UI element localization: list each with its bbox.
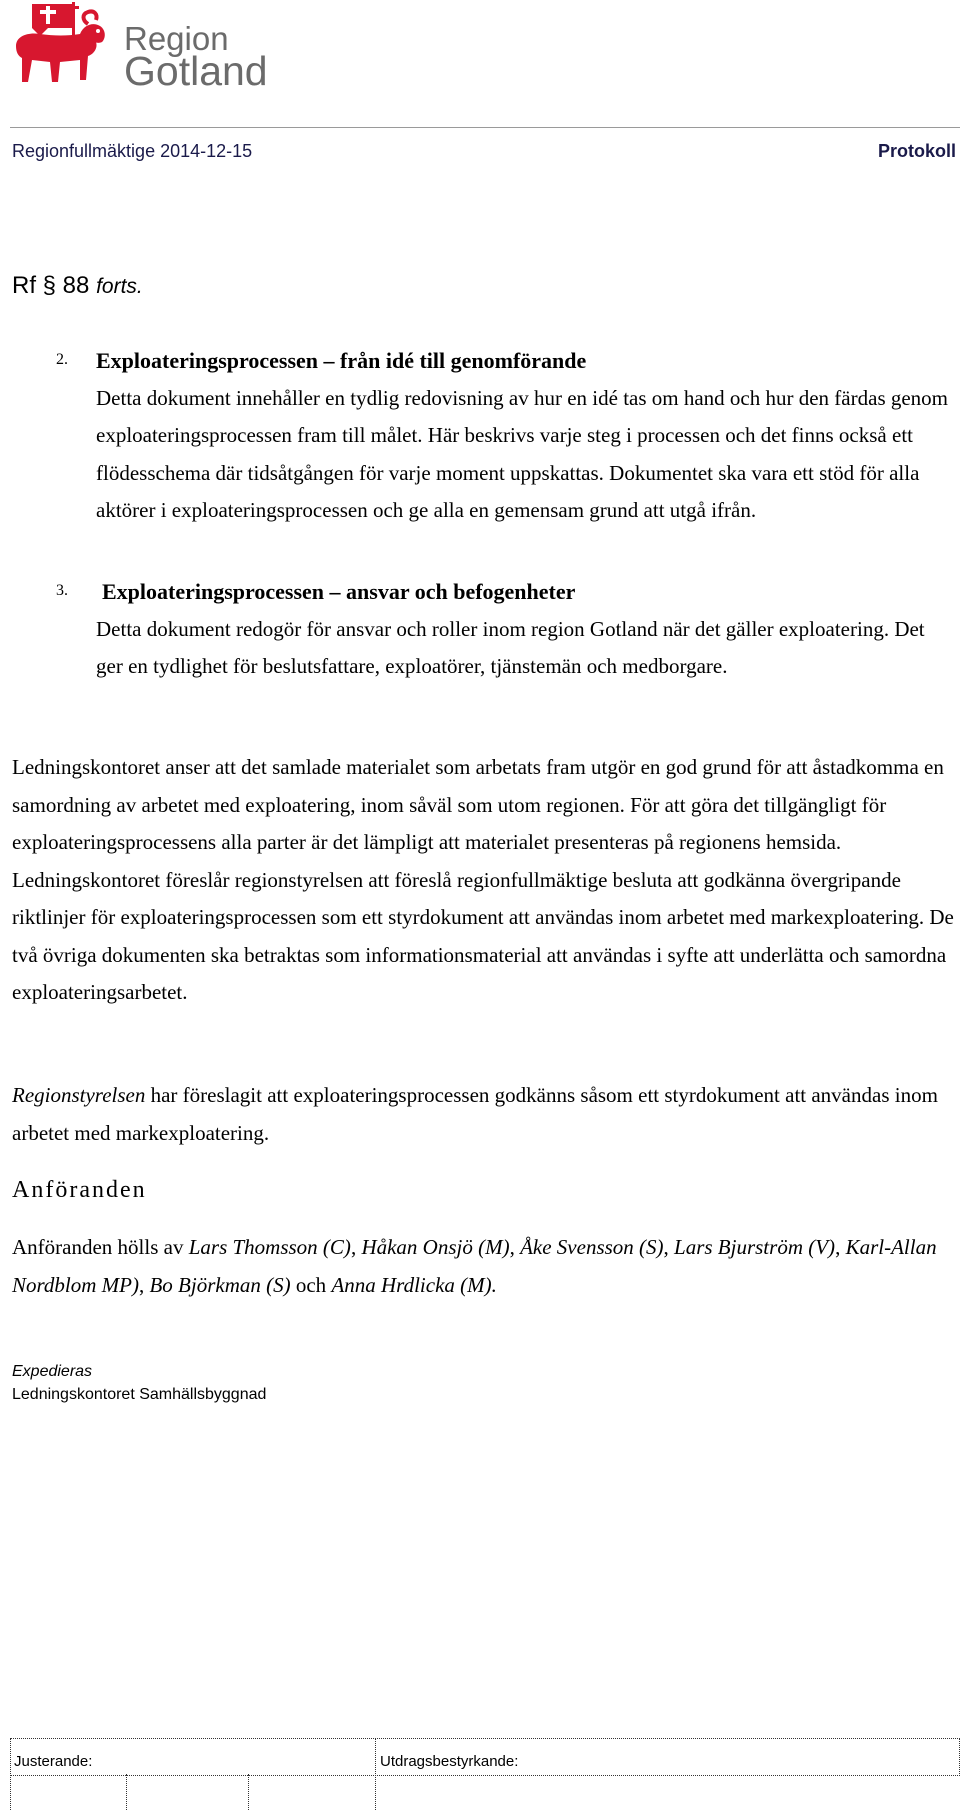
list-item-title: Exploateringsprocessen – från idé till genomförande bbox=[96, 348, 587, 373]
region-gotland-logo bbox=[10, 0, 268, 98]
proposal-paragraph bbox=[12, 1077, 958, 1152]
table-divider bbox=[126, 1774, 127, 1810]
table-divider bbox=[10, 1738, 11, 1810]
table-divider bbox=[248, 1774, 249, 1810]
speeches-intro: Anföranden hölls av bbox=[12, 1235, 189, 1259]
paragraph-reference bbox=[12, 272, 143, 300]
separator: , bbox=[835, 1235, 846, 1259]
speaker: Anna Hrdlicka (M). bbox=[331, 1272, 497, 1297]
separator: och bbox=[290, 1272, 332, 1297]
speeches-heading: Anföranden bbox=[12, 1177, 147, 1203]
main-paragraph: Ledningskontoret anser att det samlade materialet som arbetats fram utgör en god grund för att åstadkomma en samordning av arbetet med exploatering, inom såväl som utom regionen. För att göra det tillgängligt för exploateringsprocessens alla parter är det lämpligt att materialet presenteras på regionens hemsida. Ledningskontoret föreslår regionstyrelsen att föreslå regionfullmäktige besluta att godkänna övergripande riktlinjer för exploateringsprocessen som ett styrdokument att användas inom arbetet med markexploatering. De två övriga dokumenten ska betraktas som informationsmaterial att användas i syfte att underlätta och samordna exploateringsarbetet. bbox=[12, 755, 954, 1004]
separator: , bbox=[350, 1235, 362, 1259]
speaker: Karl-Allan Nordblom MP) bbox=[12, 1235, 937, 1297]
expedieras-label: Expedieras bbox=[12, 1363, 93, 1380]
signature-table bbox=[10, 1738, 960, 1810]
utdragsbestyrkande-label: Utdragsbestyrkande: bbox=[380, 1753, 519, 1770]
expedieras-recipient: Ledningskontoret Samhällsbyggnad bbox=[12, 1386, 267, 1403]
list-item-title: Exploateringsprocessen – ansvar och befogenheter bbox=[102, 579, 576, 604]
speeches-paragraph bbox=[12, 1229, 958, 1304]
speaker: Lars Bjurström (V) bbox=[674, 1235, 836, 1259]
list-item-number: 2. bbox=[56, 351, 68, 368]
justerande-label: Justerande: bbox=[14, 1753, 93, 1770]
continued-label: forts. bbox=[96, 275, 143, 298]
separator: , bbox=[509, 1235, 521, 1259]
list-item bbox=[56, 342, 958, 530]
speaker: Åke Svensson (S) bbox=[520, 1235, 664, 1259]
speaker: Håkan Onsjö (M) bbox=[361, 1235, 510, 1259]
table-divider bbox=[375, 1738, 376, 1810]
meeting-title: Regionfullmäktige 2014-12-15 bbox=[12, 141, 253, 161]
paragraph-number: Rf § 88 bbox=[12, 272, 90, 299]
list-item-number: 3. bbox=[56, 582, 68, 599]
speaker: Lars Thomsson (C) bbox=[188, 1235, 351, 1259]
brand-name-line1: Region bbox=[124, 20, 229, 57]
list-item-body: Detta dokument redogör för ansvar och roller inom region Gotland när det gäller exploatering. Det ger en tydlighet för beslutsfattare, exploatörer, tjänstemän och medborgare. bbox=[96, 616, 925, 678]
document-type: Protokoll bbox=[877, 141, 956, 161]
list-item bbox=[56, 573, 958, 686]
separator: , bbox=[138, 1272, 150, 1297]
list-item-body: Detta dokument innehåller en tydlig redovisning av hur en idé tas om hand och hur den färdas genom exploateringsprocessen fram till målet. Här beskrivs varje steg i processen och det finns också ett flödesschema där tidsåtgången för varje moment uppskattas. Dokumentet ska vara ett stöd för alla aktörer i exploateringsprocessen och ge alla en gemensam grund att utgå ifrån. bbox=[96, 385, 949, 522]
header-divider bbox=[10, 127, 960, 128]
gotland-ram-icon bbox=[10, 0, 110, 96]
speaker: Bo Björkman (S) bbox=[149, 1272, 291, 1297]
proposal-subject: Regionstyrelsen bbox=[12, 1083, 146, 1107]
proposal-text: har föreslagit att exploateringsprocessen godkänns såsom ett styrdokument att användas inom arbetet med markexploatering. bbox=[12, 1083, 938, 1145]
brand-name-line2: Gotland bbox=[124, 48, 268, 94]
separator: , bbox=[663, 1235, 675, 1259]
